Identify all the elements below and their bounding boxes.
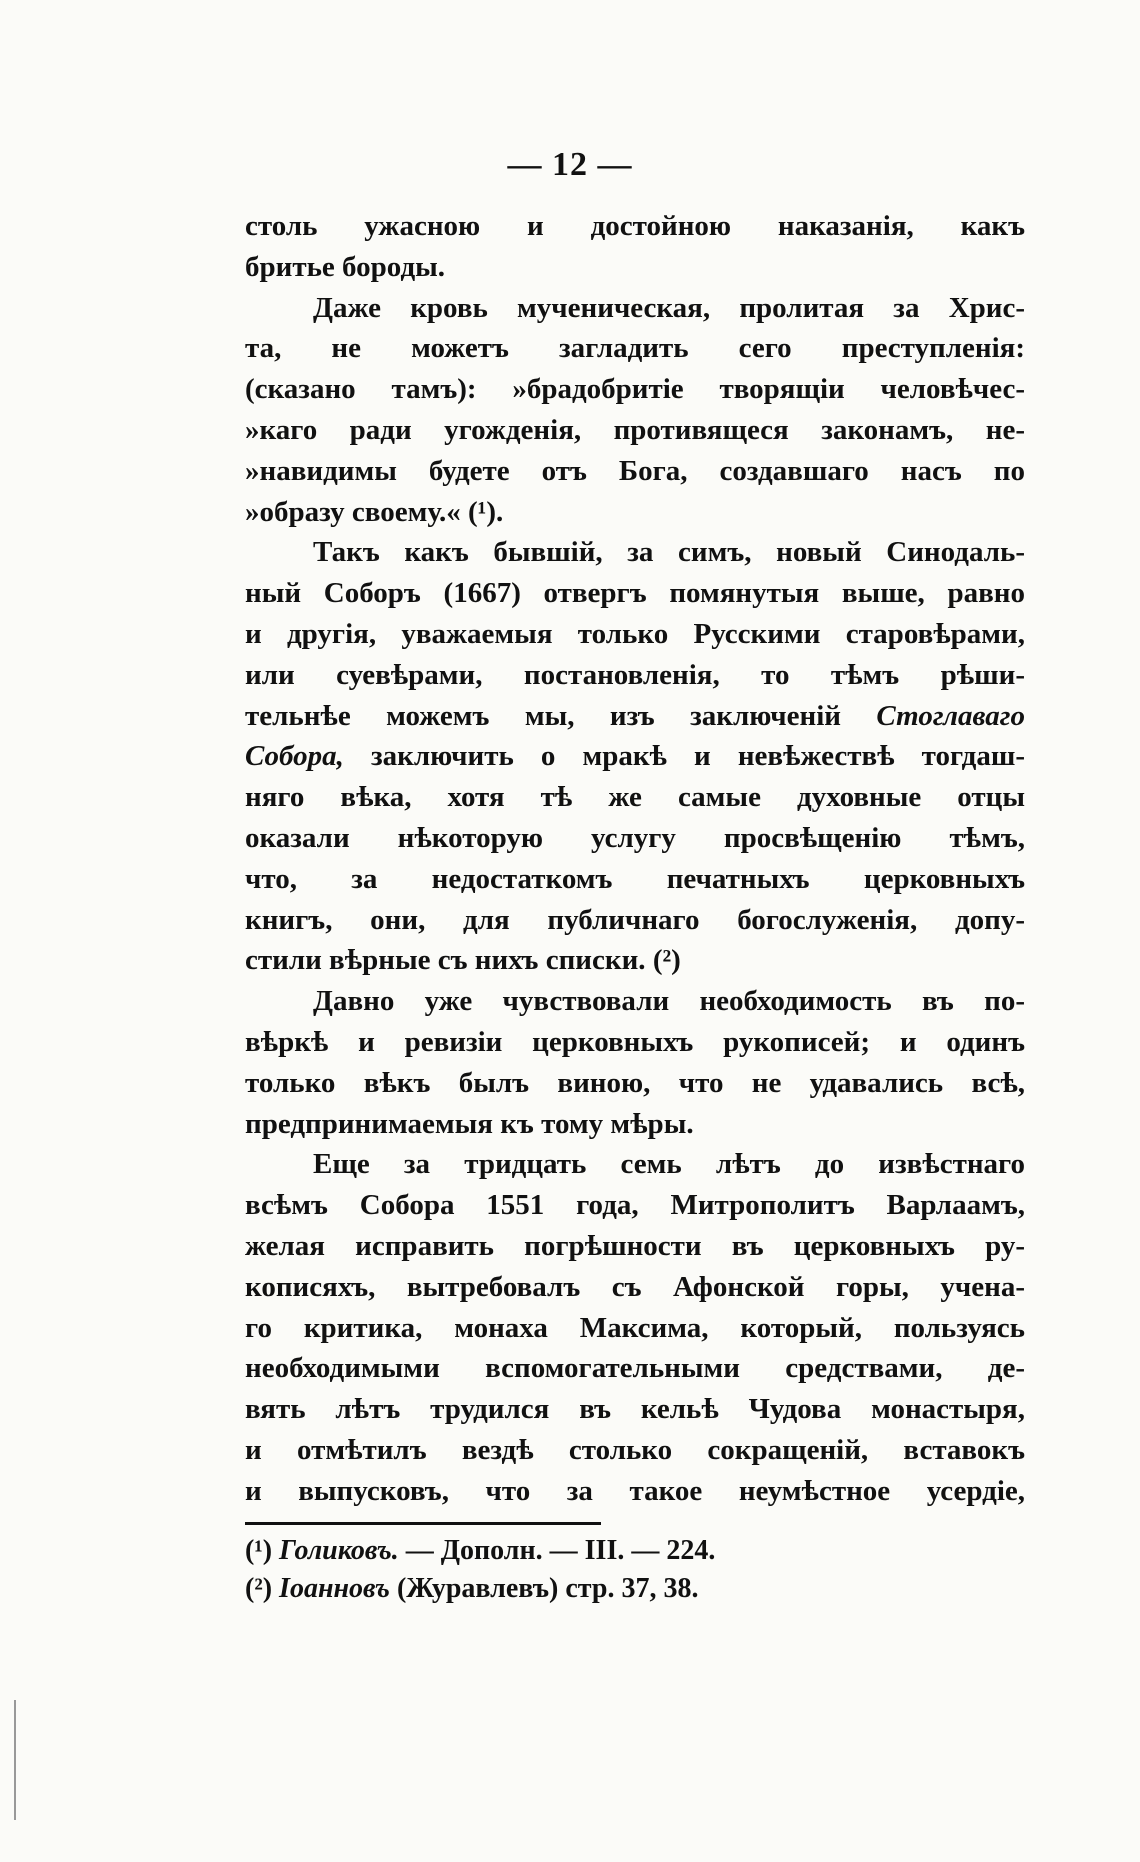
italic-title: Собора, <box>245 740 344 773</box>
scan-edge-mark <box>14 1700 16 1820</box>
text-line: книгъ, они, для публичнаго богослуженія, допу- <box>245 903 1025 936</box>
text-line: бритье бороды. <box>245 250 446 283</box>
text-line: что, за недостаткомъ печатныхъ церковныхъ <box>245 862 1025 895</box>
text-line: няго вѣка, хотя тѣ же самые духовные отцы <box>245 781 1025 814</box>
text-line: кописяхъ, вытребовалъ съ Афонской горы, учена- <box>245 1270 1025 1303</box>
text-line: и выпусковъ, что за такое неумѣстное усердіе, <box>245 1474 1025 1507</box>
text-line: предпринимаемыя къ тому мѣры. <box>245 1107 694 1140</box>
text-line: Давно уже чувствовали необходимость въ по- <box>313 985 1025 1018</box>
footnote-text: (Журавлевъ) стр. 37, 38. <box>396 1573 699 1604</box>
italic-title: Стоглаваго <box>876 699 1026 732</box>
text-line: ный Соборъ (1667) отвергъ помянутыя выше, равно <box>245 577 1025 610</box>
text-segment: »образу своему.« <box>245 495 461 528</box>
text-segment: стили вѣрные съ нихъ списки. <box>245 944 646 977</box>
text-line: го критика, монаха Максима, который, пользуясь <box>245 1311 1025 1344</box>
footnote-author: Голиковъ. <box>279 1535 399 1566</box>
text-line <box>245 696 1025 737</box>
text-line: оказали нѣкоторую услугу просвѣщенію тѣмъ, <box>245 821 1025 854</box>
footnote-mark: (²) <box>245 1573 273 1604</box>
text-line: или суевѣрами, постановленія, то тѣмъ рѣши- <box>245 658 1025 691</box>
footnote-2 <box>245 1570 1005 1608</box>
text-line: и отмѣтилъ вездѣ столько сокращеній, вставокъ <box>245 1433 1025 1466</box>
text-line: всѣмъ Собора 1551 года, Митрополитъ Варлаамъ, <box>245 1189 1025 1222</box>
text-line: только вѣкъ былъ виною, что не удавались всѣ, <box>245 1066 1025 1099</box>
footnotes <box>245 1532 1005 1608</box>
text-segment: заключить о мракѣ и невѣжествѣ тогдаш- <box>370 740 1025 773</box>
text-line: вять лѣтъ трудился въ кельѣ Чудова монастыря, <box>245 1393 1025 1426</box>
footnote-1 <box>245 1532 1005 1570</box>
text-line: »каго ради угожденія, противящеся законамъ, не- <box>245 413 1025 446</box>
text-line <box>245 940 1025 981</box>
footnote-author: Іоанновъ <box>279 1573 390 1604</box>
body-text <box>245 206 1025 1512</box>
text-line: »навидимы будете отъ Бога, создавшаго насъ по <box>245 454 1025 487</box>
text-line: столь ужасною и достойною наказанія, какъ <box>245 210 1025 242</box>
footnote-mark: (¹) <box>245 1535 273 1566</box>
footnote-divider <box>245 1522 601 1525</box>
text-segment: тельнѣе можемъ мы, изъ заключеній <box>245 699 841 732</box>
text-line: вѣркѣ и ревизіи церковныхъ рукописей; и одинъ <box>245 1025 1025 1058</box>
text-line <box>245 492 1025 533</box>
text-line: и другія, уважаемыя только Русскими старовѣрами, <box>245 617 1025 650</box>
page-number: — 12 — <box>507 146 633 183</box>
text-line: та, не можетъ загладить сего преступленія: <box>245 332 1025 365</box>
footnote-ref-2: (²) <box>652 944 681 977</box>
text-line: (сказано тамъ): »брадобритіе творящіи человѣчес- <box>245 373 1025 406</box>
footnote-text: — Дополн. — III. — 224. <box>405 1535 716 1566</box>
text-line: Еще за тридцать семь лѣтъ до извѣстнаго <box>313 1148 1025 1181</box>
text-line <box>245 736 1025 777</box>
text-line: желая исправить погрѣшности въ церковныхъ ру- <box>245 1229 1025 1262</box>
text-line: Даже кровь мученическая, пролитая за Хрис- <box>313 291 1025 324</box>
text-line: Такъ какъ бывшій, за симъ, новый Синодаль- <box>313 536 1025 569</box>
text-line: необходимыми вспомогательными средствами, де- <box>245 1352 1025 1385</box>
footnote-ref-1: (¹). <box>467 495 504 528</box>
